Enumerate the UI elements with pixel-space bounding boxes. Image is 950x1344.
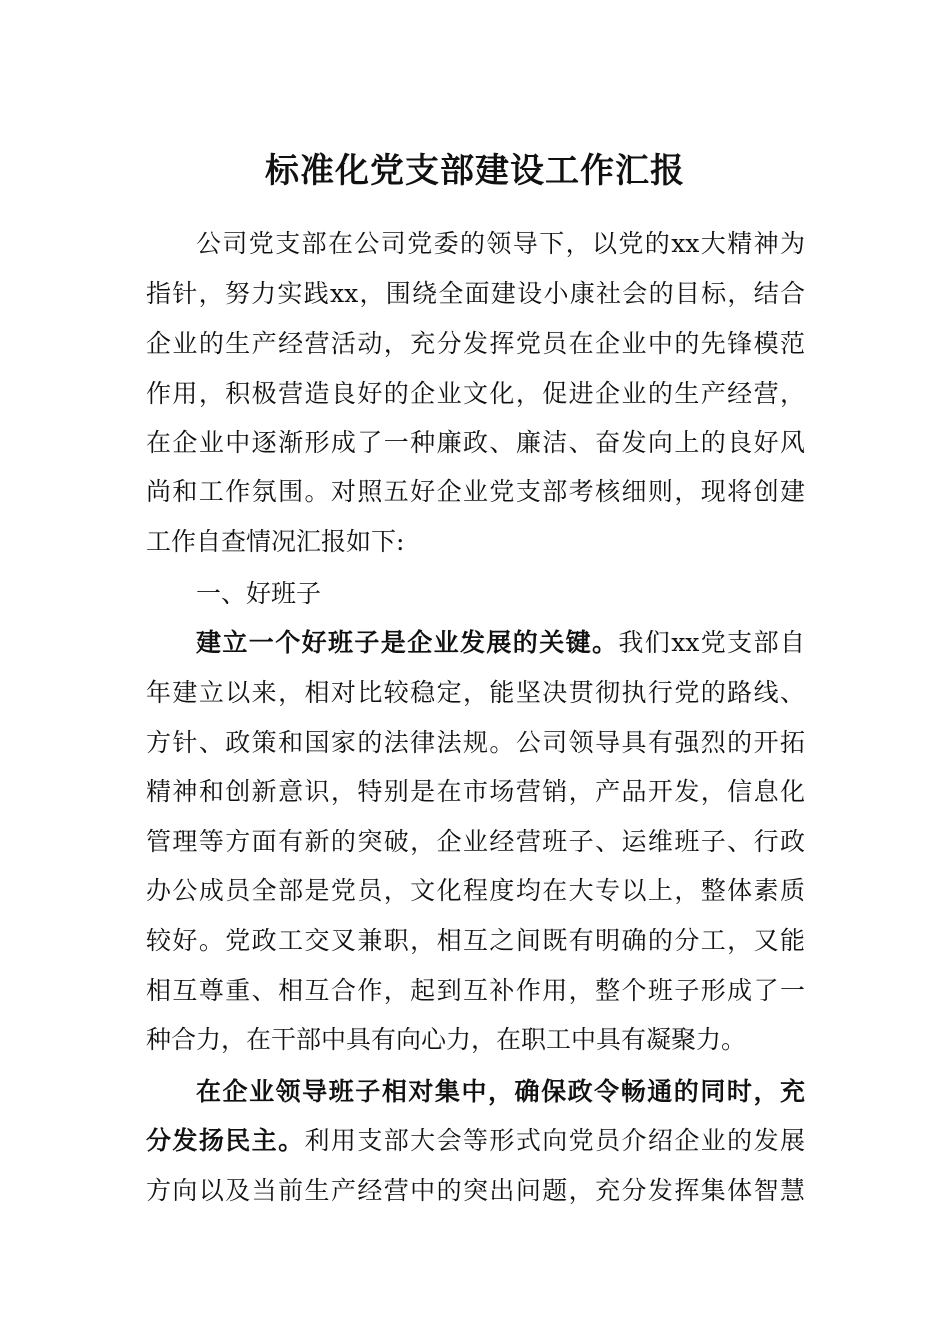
body-line — [146, 675, 805, 711]
line-text: 作用，积极营造良好的企业文化，促进企业的生产经营， — [146, 379, 805, 408]
body-line — [146, 973, 805, 1009]
body-line — [146, 524, 404, 560]
body-line — [146, 1173, 805, 1209]
lead-sentence: 分发扬民主。 — [146, 1126, 305, 1155]
line-text: 方针、政策和国家的法律法规。公司领导具有强烈的开拓 — [146, 728, 805, 757]
body-line — [146, 1123, 805, 1159]
line-text: 种合力，在干部中具有向心力，在职工中具有凝聚力。 — [146, 1025, 747, 1054]
body-line — [196, 625, 805, 661]
line-text: 办公成员全部是党员，文化程度均在大专以上，整体素质 — [146, 876, 805, 905]
document-title: 标准化党支部建设工作汇报 — [265, 151, 685, 191]
body-line — [146, 923, 805, 959]
body-line — [146, 276, 805, 312]
body-line — [146, 873, 805, 909]
line-text: 管理等方面有新的突破，企业经营班子、运维班子、行政 — [146, 827, 805, 856]
lead-sentence: 在企业领导班子相对集中，确保政令畅通的同时，充 — [196, 1077, 805, 1106]
line-text: 公司党支部在公司党委的领导下，以党的xx大精神为 — [196, 229, 805, 258]
lead-sentence: 建立一个好班子是企业发展的关键。 — [196, 628, 619, 657]
line-text: 我们xx党支部自 — [618, 628, 805, 657]
body-line — [146, 326, 805, 362]
body-line — [196, 226, 805, 262]
line-text: 企业的生产经营活动，充分发挥党员在企业中的先锋模范 — [146, 329, 805, 358]
line-text: 方向以及当前生产经营中的突出问题，充分发挥集体智慧 — [146, 1176, 805, 1205]
body-line — [146, 824, 805, 860]
line-text: 指针，努力实践xx，围绕全面建设小康社会的目标，结合 — [146, 279, 805, 308]
body-line — [146, 376, 805, 412]
body-line — [146, 425, 805, 461]
line-text: 年建立以来，相对比较稳定，能坚决贯彻执行党的路线、 — [146, 678, 805, 707]
line-text: 工作自查情况汇报如下: — [146, 527, 405, 556]
line-text: 尚和工作氛围。对照五好企业党支部考核细则，现将创建 — [146, 477, 805, 506]
body-line — [146, 474, 805, 510]
section-heading: 一、好班子 — [196, 579, 322, 608]
line-text: 利用支部大会等形式向党员介绍企业的发展 — [304, 1126, 805, 1155]
body-line — [196, 1074, 805, 1110]
line-text: 精神和创新意识，特别是在市场营销，产品开发，信息化 — [146, 777, 805, 806]
line-text: 在企业中逐渐形成了一种廉政、廉洁、奋发向上的良好风 — [146, 428, 805, 457]
body-line — [146, 774, 805, 810]
body-line — [146, 1022, 746, 1058]
line-text: 较好。党政工交叉兼职，相互之间既有明确的分工，又能 — [146, 926, 805, 955]
line-text: 相互尊重、相互合作，起到互补作用，整个班子形成了一 — [146, 976, 805, 1005]
body-line — [146, 725, 805, 761]
